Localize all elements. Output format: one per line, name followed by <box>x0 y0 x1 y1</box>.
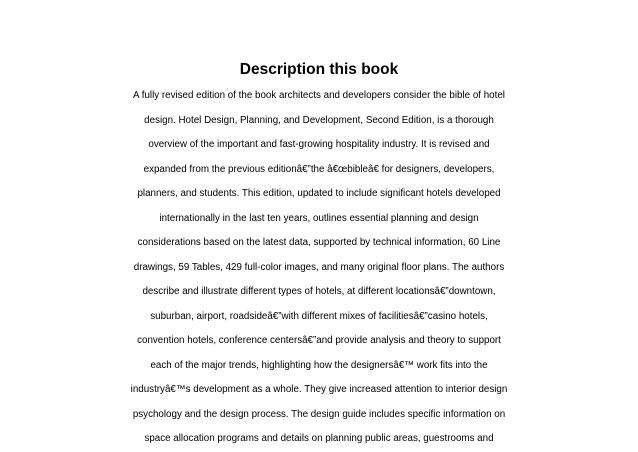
body-line: describe and illustrate different types of hotels, at different locationsâ€”downtown, <box>142 286 496 297</box>
body-line: A fully revised edition of the book architects and developers consider the bible of hotel <box>133 90 505 101</box>
body-line: internationally in the last ten years, outlines essential planning and design <box>159 212 479 224</box>
body-line: considerations based on the latest data, supported by technical information, 60 Line <box>137 237 501 248</box>
body-line: each of the major trends, highlighting how the designersâ€™ work fits into the <box>150 359 488 371</box>
body-line: planners, and students. This edition, updated to include significant hotels developed <box>137 188 501 199</box>
body-line: industryâ€™s development as a whole. They give increased attention to interior design <box>130 384 508 395</box>
body-line: overview of the important and fast-growing hospitality industry. It is revised and <box>148 139 490 150</box>
body-line: psychology and the design process. The design guide includes specific information on <box>132 408 506 420</box>
body-line: drawings, 59 Tables, 429 full-color images, and many original floor plans. The authors <box>133 261 505 273</box>
description-body <box>0 84 638 452</box>
body-line: suburban, airport, roadsideâ€”with different mixes of facilitiesâ€”casino hotels, <box>150 310 488 322</box>
body-line: convention hotels, conference centersâ€”and provide analysis and theory to support <box>137 335 501 346</box>
body-line: design. Hotel Design, Planning, and Development, Second Edition, is a thorough <box>144 114 494 126</box>
body-line: expanded from the previous editionâ€”the â€œbibleâ€ for designers, developers, <box>143 163 495 175</box>
body-line: space allocation programs and details on planning public areas, guestrooms and <box>144 433 494 444</box>
page-title: Description this book <box>239 61 399 78</box>
